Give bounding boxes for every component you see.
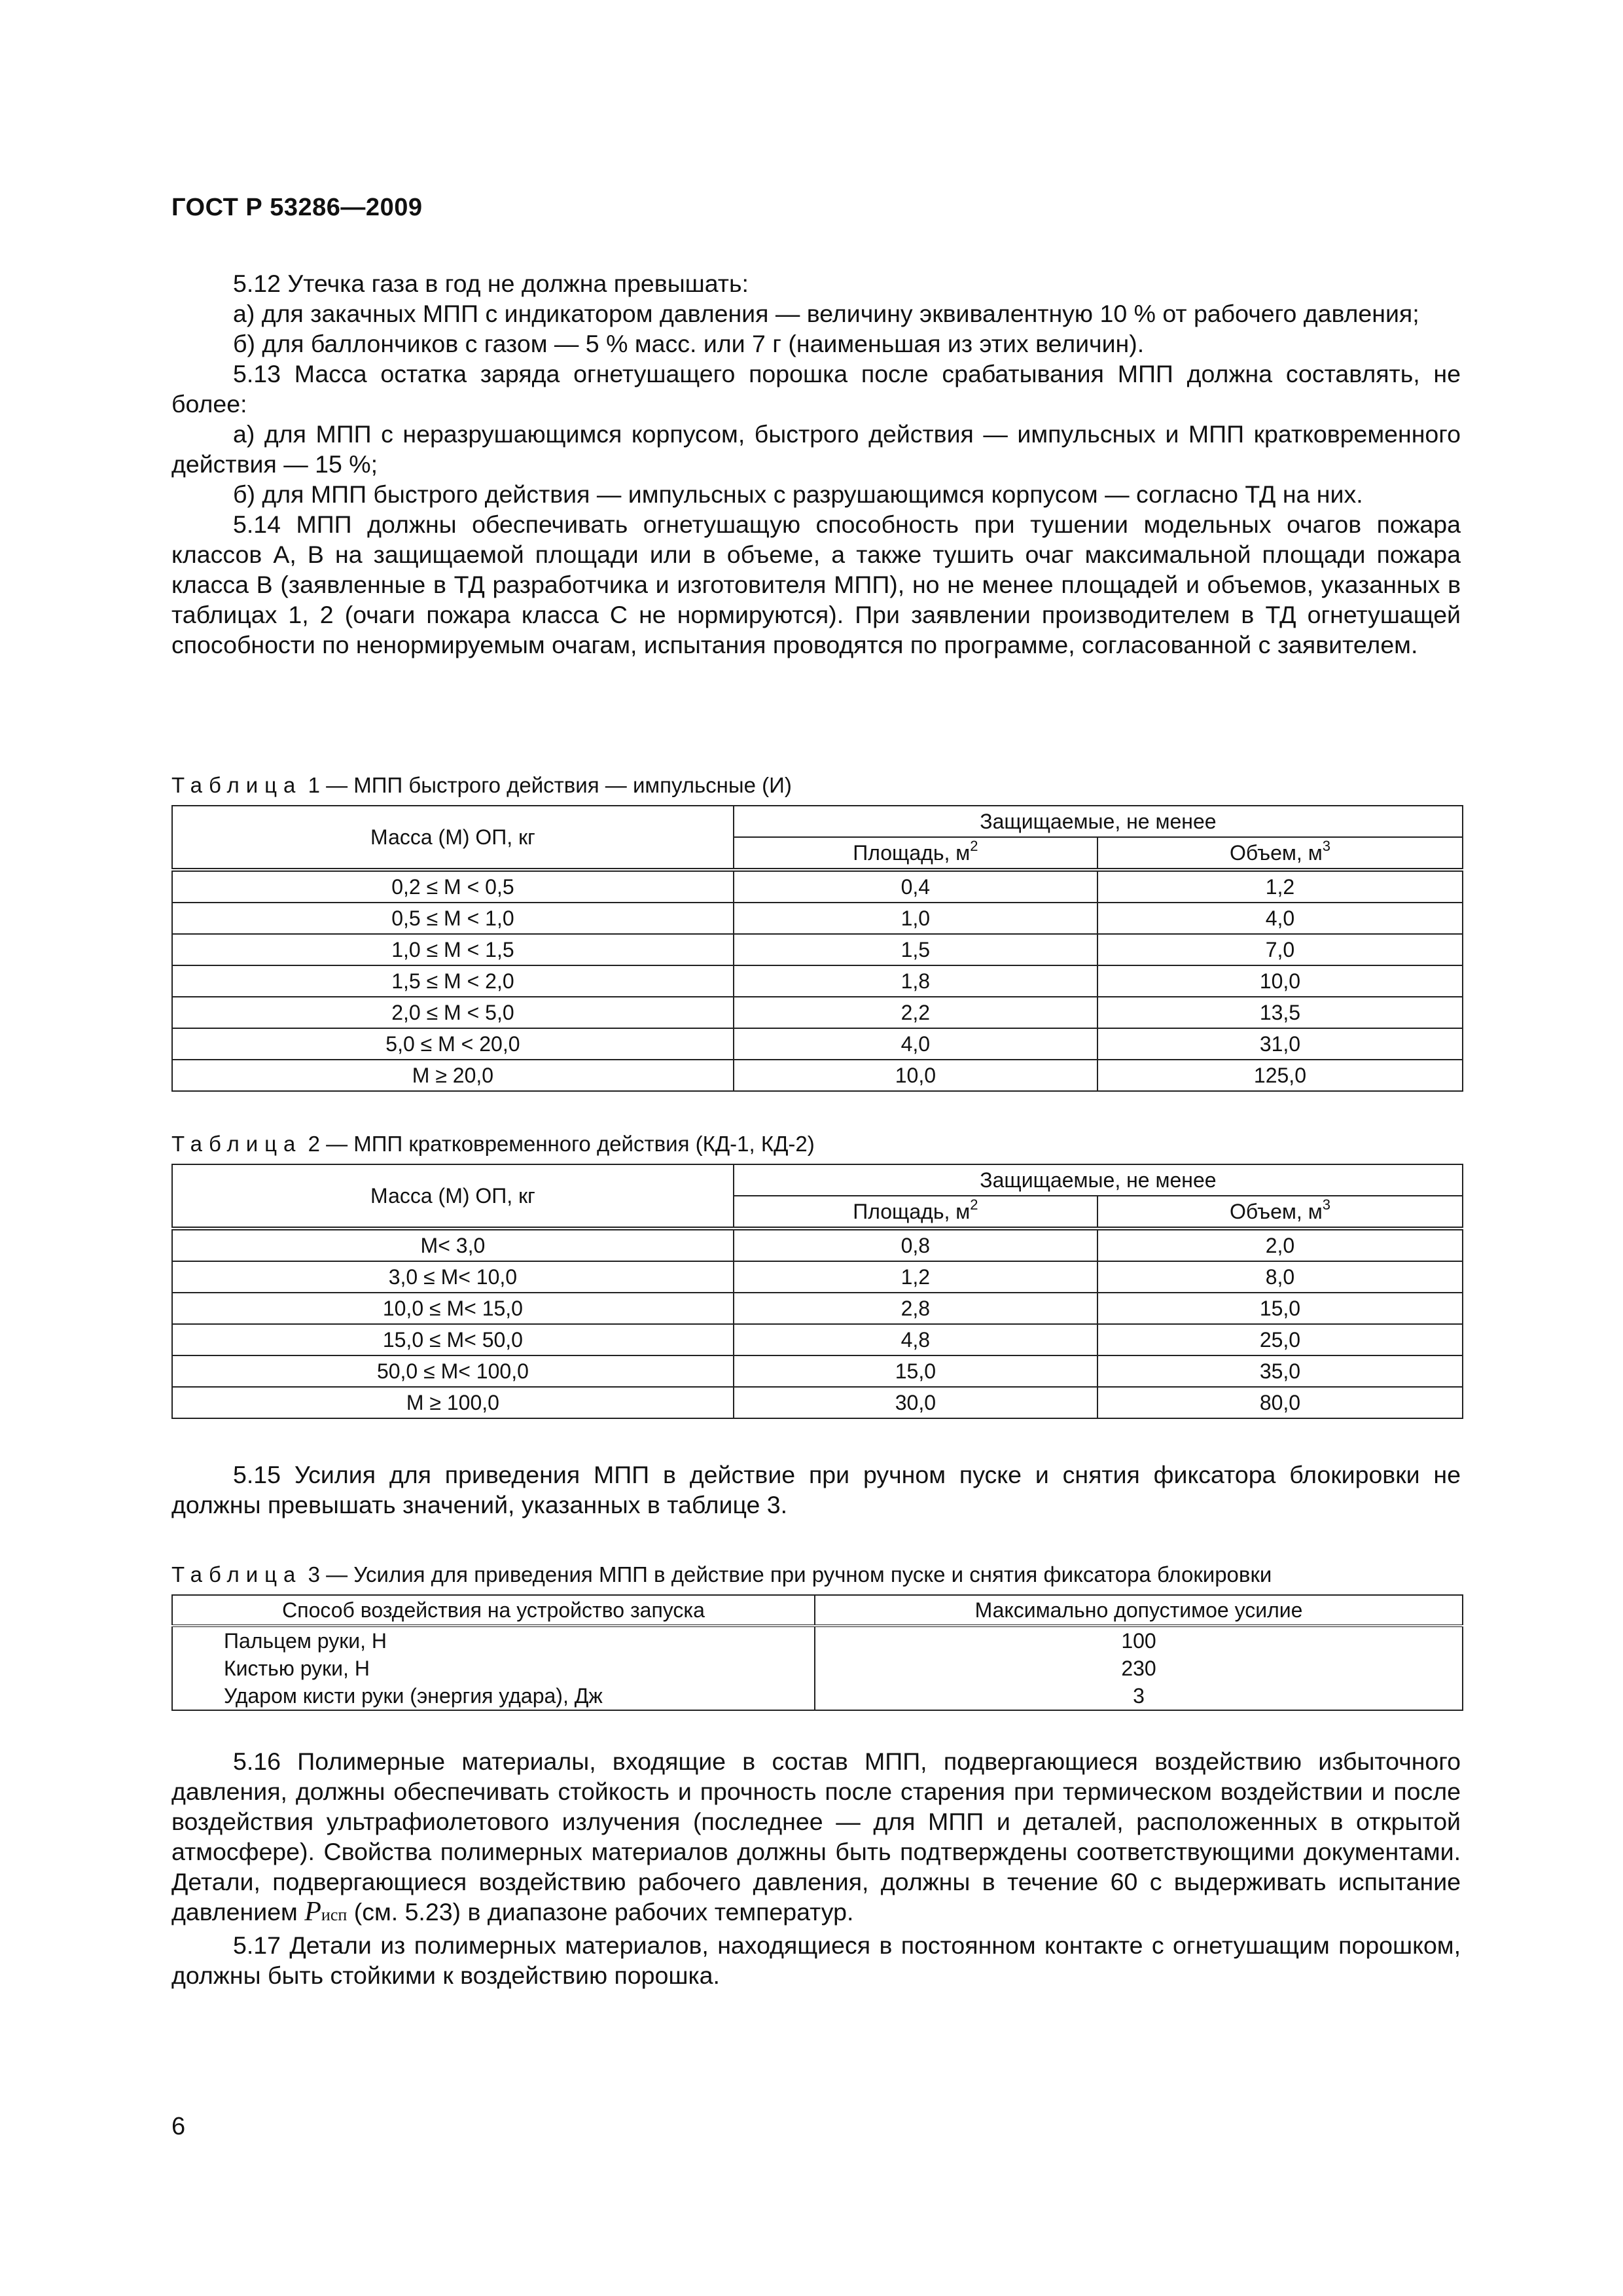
table-row (172, 1028, 1463, 1060)
table1-caption-text: 1 — МПП быстрого действия — импульсные (И) (308, 773, 792, 797)
table2-cell: 25,0 (1097, 1324, 1463, 1355)
table2-cell: 50,0 ≤ М< 100,0 (172, 1355, 734, 1387)
table1-cell: 5,0 ≤ М < 20,0 (172, 1028, 734, 1060)
table1-cell: 1,5 ≤ М < 2,0 (172, 965, 734, 997)
paragraph: б) для МПП быстрого действия — импульсных с разрушающимся корпусом — согласно ТД на них. (233, 480, 1363, 508)
table-row (172, 903, 1463, 934)
table1-caption-word: Таблица (171, 773, 302, 797)
table1-cell: 7,0 (1097, 934, 1463, 965)
table3-caption-word: Таблица (171, 1562, 302, 1587)
table3-caption (171, 1562, 1467, 1588)
table1-caption (171, 772, 1467, 798)
table3-cell: Пальцем руки, Н (172, 1626, 815, 1655)
table2-cell: М< 3,0 (172, 1229, 734, 1261)
text-block-top (171, 268, 1461, 660)
table1-cell: 2,2 (734, 997, 1097, 1028)
table1-cell: 13,5 (1097, 997, 1463, 1028)
pressure-symbol: P (304, 1897, 321, 1927)
table3-cell: 3 (815, 1682, 1463, 1710)
table2-cell: 15,0 ≤ М< 50,0 (172, 1324, 734, 1355)
table1-cell: 4,0 (734, 1028, 1097, 1060)
table-row (172, 965, 1463, 997)
table-row (172, 1324, 1463, 1355)
table1 (171, 805, 1463, 1092)
table2-caption (171, 1131, 1467, 1157)
table3-cell: Ударом кисти руки (энергия удара), Дж (172, 1682, 815, 1710)
paragraph: 5.13 Масса остатка заряда огнетушащего порошка после срабатывания МПП должна составлять, не более: (171, 360, 1461, 418)
table-row (172, 1229, 1463, 1261)
table-row (172, 1655, 1463, 1682)
table2-caption-text: 2 — МПП кратковременного действия (КД-1, КД-2) (308, 1132, 815, 1156)
table2-cell: 80,0 (1097, 1387, 1463, 1418)
table1-cell: 1,0 (734, 903, 1097, 934)
table1-cell: М ≥ 20,0 (172, 1060, 734, 1091)
table-row (172, 1387, 1463, 1418)
paragraph-516: 5.16 Полимерные материалы, входящие в состав МПП, подвергающиеся воздействию избыточного давления, должны обеспечивать стойкость и прочность после старения при термическом воздействии и после воздействия ультрафиолетового излучения (последнее — для МПП и деталей, расположенных в открытой атмосфере). Свойства полимерных материалов должны быть подтверждены соответствующими документами. Детали, подвергающиеся воздействию рабочего давления, должны в течение 60 с выдерживать испытание давлением Pисп (см. 5.23) в диапазоне рабочих температур. (171, 1748, 1461, 1927)
paragraph: 5.15 Усилия для приведения МПП в действие при ручном пуске и снятия фиксатора блокировки не должны превышать значений, указанных в таблице 3. (171, 1461, 1461, 1518)
table2-cell: 2,8 (734, 1293, 1097, 1324)
table-row (172, 1626, 1463, 1655)
table3-cell: Кистью руки, Н (172, 1655, 815, 1682)
table-row (172, 934, 1463, 965)
table1-header-area: Площадь, $м^2$ (734, 837, 1097, 870)
table-row (172, 1682, 1463, 1710)
pressure-subscript: исп (321, 1905, 348, 1924)
paragraph: 5.14 МПП должны обеспечивать огнетушащую способность при тушении модельных очагов пожара классов А, В на защищаемой площади или в объеме, а также тушить очаг максимальной площади пожара класса В (заявленные в ТД разработчика и изготовителя МПП), но не менее площадей и объемов, указанных в таблицах 1, 2 (очаги пожара класса С не нормируются). При заявлении производителем в ТД огнетушащей способности по ненормируемым очагам, испытания проводятся по программе, согласованной с заявителем. (171, 511, 1461, 658)
table1-cell: 10,0 (1097, 965, 1463, 997)
table1-cell: 1,5 (734, 934, 1097, 965)
table3-header-method: Способ воздействия на устройство запуска (172, 1595, 815, 1626)
table3-header-force: Максимально допустимое усилие (815, 1595, 1463, 1626)
table-row (172, 1261, 1463, 1293)
table-row (172, 1355, 1463, 1387)
table3 (171, 1594, 1463, 1711)
table2-header-volume: Объем, $м^3$ (1097, 1196, 1463, 1229)
table-row (172, 997, 1463, 1028)
table1-cell: 0,2 ≤ М < 0,5 (172, 870, 734, 903)
table2-cell: 0,8 (734, 1229, 1097, 1261)
table1-cell: 0,4 (734, 870, 1097, 903)
table2-header-area: Площадь, $м^2$ (734, 1196, 1097, 1229)
table1-cell: 31,0 (1097, 1028, 1463, 1060)
paragraph-517: 5.17 Детали из полимерных материалов, находящиеся в постоянном контакте с огнетушащим порошком, должны быть стойкими к воздействию порошка. (171, 1931, 1461, 1989)
table1-header-volume: Объем, $м^3$ (1097, 837, 1463, 870)
table1-cell: 125,0 (1097, 1060, 1463, 1091)
document-header: ГОСТ Р 53286—2009 (171, 194, 423, 221)
table-row (172, 1060, 1463, 1091)
table2-cell: 3,0 ≤ М< 10,0 (172, 1261, 734, 1293)
table1-cell: 1,2 (1097, 870, 1463, 903)
table2-cell: 30,0 (734, 1387, 1097, 1418)
table2-cell: М ≥ 100,0 (172, 1387, 734, 1418)
table1-cell: 1,8 (734, 965, 1097, 997)
page-number: 6 (171, 2113, 186, 2140)
table1-cell: 2,0 ≤ М < 5,0 (172, 997, 734, 1028)
table2-cell: 35,0 (1097, 1355, 1463, 1387)
text-block-bottom (171, 1746, 1461, 1990)
table2 (171, 1164, 1463, 1419)
paragraph: а) для закачных МПП с индикатором давления — величину эквивалентную 10 % от рабочего давления; (233, 300, 1419, 327)
table-row (172, 870, 1463, 903)
table2-cell: 10,0 ≤ М< 15,0 (172, 1293, 734, 1324)
table-row (172, 1293, 1463, 1324)
table1-cell: 0,5 ≤ М < 1,0 (172, 903, 734, 934)
table2-cell: 15,0 (1097, 1293, 1463, 1324)
text-block-515 (171, 1460, 1461, 1520)
table2-cell: 1,2 (734, 1261, 1097, 1293)
table3-cell: 230 (815, 1655, 1463, 1682)
table3-caption-text: 3 — Усилия для приведения МПП в действие при ручном пуске и снятия фиксатора блокировки (308, 1562, 1272, 1587)
paragraph: а) для МПП с неразрушающимся корпусом, быстрого действия — импульсных и МПП кратковременного действия — 15 %; (171, 420, 1461, 478)
paragraph: 5.12 Утечка газа в год не должна превышать: (233, 270, 749, 297)
table1-header-group: Защищаемые, не менее (734, 806, 1463, 837)
table1-header-mass: Масса (М) ОП, кг (172, 806, 734, 870)
table2-cell: 15,0 (734, 1355, 1097, 1387)
table1-cell: 1,0 ≤ М < 1,5 (172, 934, 734, 965)
paragraph: б) для баллончиков с газом — 5 % масс. или 7 г (наименьшая из этих величин). (233, 330, 1145, 357)
table2-caption-word: Таблица (171, 1132, 302, 1156)
table1-cell: 10,0 (734, 1060, 1097, 1091)
table2-header-group: Защищаемые, не менее (734, 1164, 1463, 1196)
table2-header-mass: Масса (М) ОП, кг (172, 1164, 734, 1229)
table2-cell: 4,8 (734, 1324, 1097, 1355)
table2-cell: 8,0 (1097, 1261, 1463, 1293)
table1-cell: 4,0 (1097, 903, 1463, 934)
table2-cell: 2,0 (1097, 1229, 1463, 1261)
table3-cell: 100 (815, 1626, 1463, 1655)
